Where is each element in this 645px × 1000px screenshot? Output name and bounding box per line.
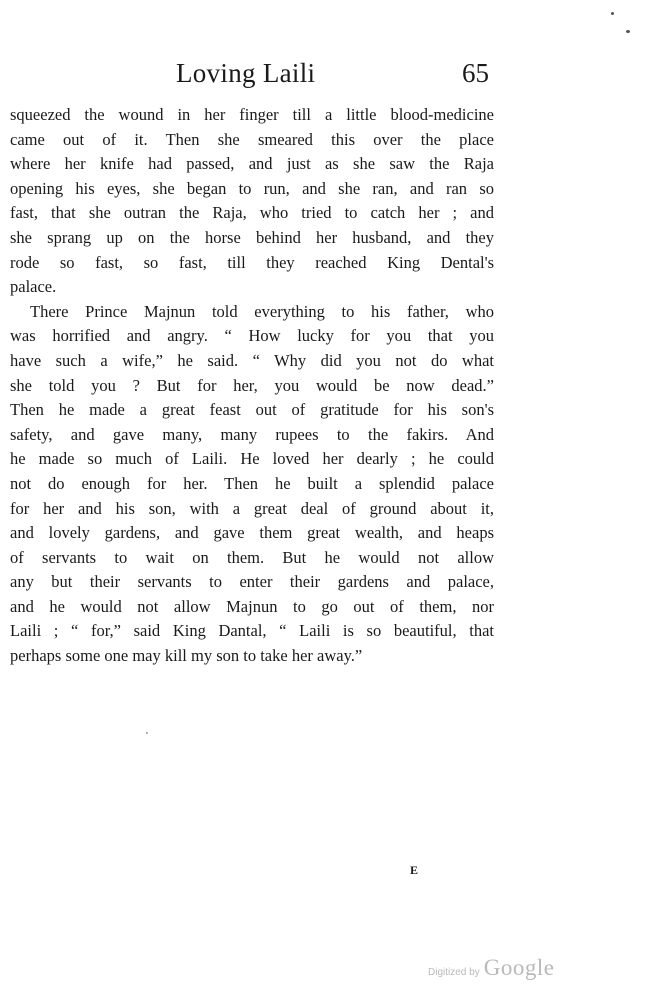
digitized-by-label: Digitized by: [428, 967, 480, 978]
google-logo-text: Google: [483, 955, 555, 980]
paragraph-1: [10, 103, 494, 300]
body-text: [10, 103, 494, 669]
text-line: where her knife had passed, and just as she saw the Raja: [10, 154, 494, 174]
page-number: 65: [462, 58, 489, 88]
text-line: she told you ? But for her, you would be now dead.”: [10, 375, 494, 395]
text-line: fast, that she outran the Raja, who tried to catch her ; and: [10, 203, 494, 223]
text-line: any but their servants to enter their gardens and palace,: [10, 572, 494, 592]
text-line: Then he made a great feast out of gratitude for his son's: [10, 400, 494, 420]
scan-speck: [146, 732, 148, 734]
text-line: and he would not allow Majnun to go out of them, nor: [10, 596, 494, 616]
text-line: safety, and gave many, many rupees to the fakirs. And: [10, 424, 494, 444]
text-line: she sprang up on the horse behind her husband, and they: [10, 227, 494, 247]
text-line: he made so much of Laili. He loved her dearly ; he could: [10, 449, 494, 469]
text-line: was horrified and angry. “ How lucky for you that you: [10, 326, 494, 346]
scan-speck: [626, 30, 630, 33]
text-line: rode so fast, so fast, till they reached King Dental's: [10, 252, 494, 272]
text-line: for her and his son, with a great deal of ground about it,: [10, 498, 494, 518]
text-line: of servants to wait on them. But he would not allow: [10, 547, 494, 567]
running-title: Loving Laili: [176, 58, 316, 88]
text-line: There Prince Majnun told everything to his father, who: [30, 301, 494, 321]
text-line: came out of it. Then she smeared this over the place: [10, 129, 494, 149]
text-line: squeezed the wound in her finger till a little blood-medicine: [10, 105, 494, 124]
paragraph-2: [10, 300, 494, 669]
scan-speck: [611, 12, 614, 15]
text-line: have such a wife,” he said. “ Why did you not do what: [10, 350, 494, 370]
text-line: not do enough for her. Then he built a splendid palace: [10, 473, 494, 493]
digitized-by-watermark: [428, 955, 554, 981]
text-line: perhaps some one may kill my son to take her away.”: [10, 646, 363, 666]
text-line: Laili ; “ for,” said King Dantal, “ Laili is so beautiful, that: [10, 621, 494, 641]
signature-mark: E: [410, 863, 419, 877]
text-line: and lovely gardens, and gave them great wealth, and heaps: [10, 523, 494, 543]
text-line: opening his eyes, she began to run, and she ran, and ran so: [10, 178, 494, 198]
text-line: palace.: [10, 277, 57, 297]
